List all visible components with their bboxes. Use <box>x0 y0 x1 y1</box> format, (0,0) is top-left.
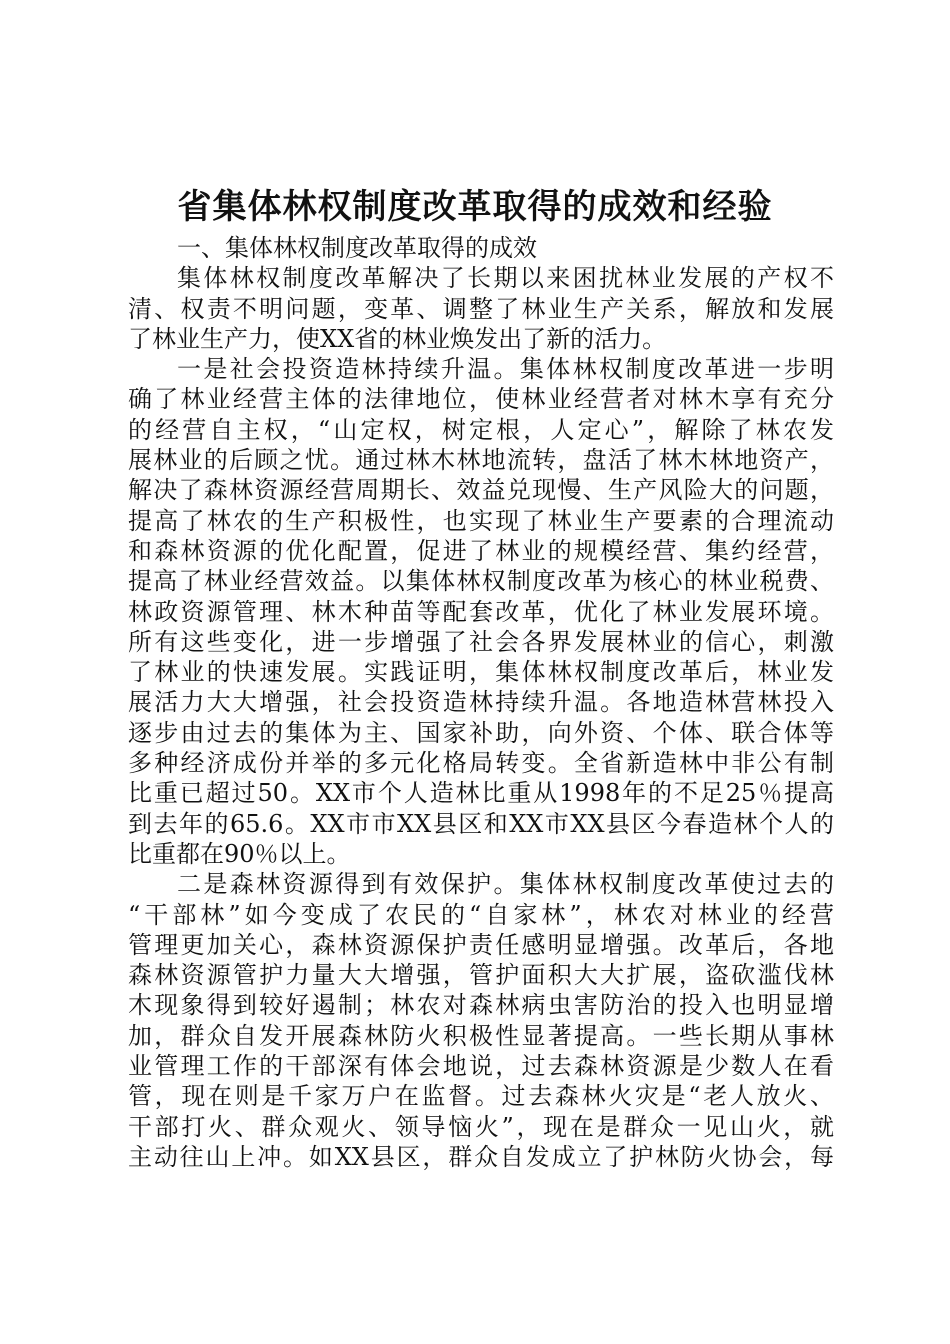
body-text-line: 确了林业经营主体的法律地位，使林业经营者对林木享有充分 <box>128 385 834 414</box>
body-text-line: 管理更加关心，森林资源保护责任感明显增强。改革后，各地 <box>128 930 834 959</box>
body-text-line: 集体林权制度改革解决了长期以来困扰林业发展的产权不 <box>177 264 834 293</box>
body-text-line: 林政资源管理、林木种苗等配套改革，优化了林业发展环境。 <box>128 597 834 626</box>
document-title: 省集体林权制度改革取得的成效和经验 <box>177 187 773 227</box>
body-text-line: 提高了林农的生产积极性，也实现了林业生产要素的合理流动 <box>128 506 834 535</box>
body-text-line: 多种经济成份并举的多元化格局转变。全省新造林中非公有制 <box>128 749 834 778</box>
body-text-line: 到去年的65.6。XX市市XX县区和XX市XX县区今春造林个人的 <box>128 809 834 838</box>
body-text-line: 干部打火、群众观火、领导恼火”，现在是群众一见山火，就 <box>128 1112 834 1141</box>
document-body <box>128 233 834 1172</box>
body-text-line: 了林业生产力，使XX省的林业焕发出了新的活力。 <box>128 324 667 353</box>
body-text-line: 比重都在90％以上。 <box>128 839 351 868</box>
body-text-line: 森林资源管护力量大大增强，管护面积大大扩展，盗砍滥伐林 <box>128 961 834 990</box>
body-text-line: 了林业的快速发展。实践证明，集体林权制度改革后，林业发 <box>128 658 834 687</box>
body-text-line: 管，现在则是千家万户在监督。过去森林火灾是“老人放火、 <box>128 1082 834 1111</box>
body-text-line: 的经营自主权，“山定权，树定根，人定心”，解除了林农发 <box>128 415 834 444</box>
body-text-line: 业管理工作的干部深有体会地说，过去森林资源是少数人在看 <box>128 1052 834 1081</box>
body-text-line: 木现象得到较好遏制；林农对森林病虫害防治的投入也明显增 <box>128 991 834 1020</box>
body-text-line: 清、权责不明问题，变革、调整了林业生产关系，解放和发展 <box>128 294 834 323</box>
body-text-line: 逐步由过去的集体为主、国家补助，向外资、个体、联合体等 <box>128 718 834 747</box>
body-text-line: 展林业的后顾之忧。通过林木林地流转，盘活了林木林地资产， <box>128 446 834 475</box>
body-text-line: 解决了森林资源经营周期长、效益兑现慢、生产风险大的问题， <box>128 476 834 505</box>
body-text-line: 展活力大大增强，社会投资造林持续升温。各地造林营林投入 <box>128 688 834 717</box>
body-text-line: 和森林资源的优化配置，促进了林业的规模经营、集约经营， <box>128 536 834 565</box>
body-text-line: 一、集体林权制度改革取得的成效 <box>177 234 537 262</box>
body-text-line: 加，群众自发开展森林防火积极性显著提高。一些长期从事林 <box>128 1021 834 1050</box>
body-text-line: 二是森林资源得到有效保护。集体林权制度改革使过去的 <box>177 870 834 899</box>
body-text-line: 比重已超过50。XX市个人造林比重从1998年的不足25％提高 <box>128 779 834 808</box>
body-text-line: 主动往山上冲。如XX县区，群众自发成立了护林防火协会，每 <box>128 1142 834 1171</box>
body-text-line: 所有这些变化，进一步增强了社会各界发展林业的信心，刺激 <box>128 627 834 656</box>
body-text-line: 提高了林业经营效益。以集体林权制度改革为核心的林业税费、 <box>128 567 834 596</box>
body-text-line: “干部林”如今变成了农民的“自家林”，林农对林业的经营 <box>128 900 834 929</box>
body-text-line: 一是社会投资造林持续升温。集体林权制度改革进一步明 <box>177 355 834 384</box>
